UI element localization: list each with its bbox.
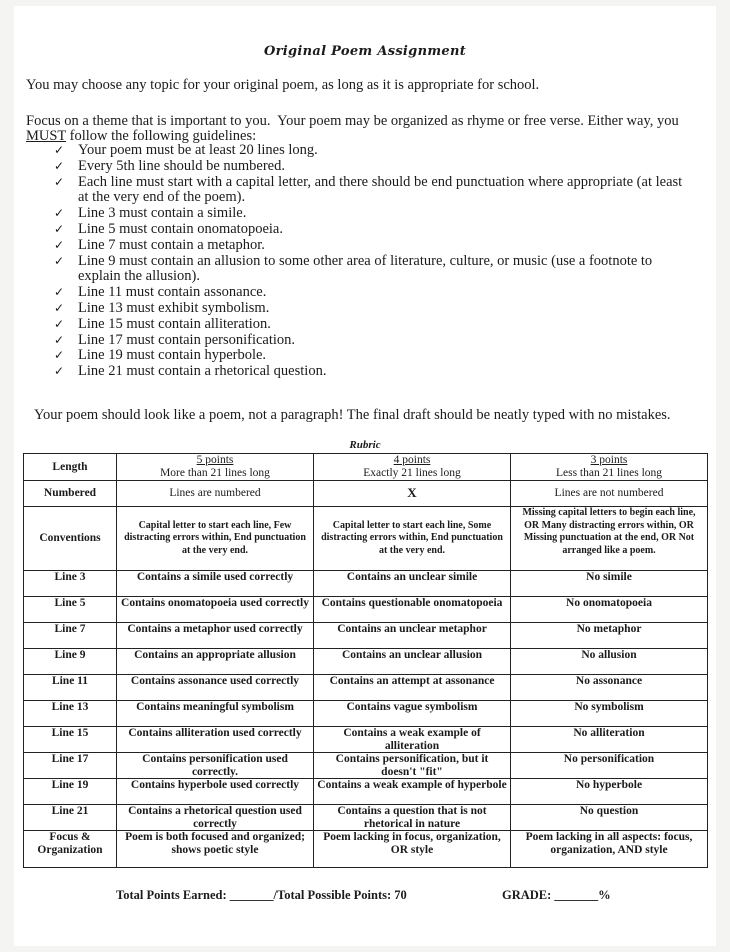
cell-5pt: Contains hyperbole used correctly xyxy=(117,779,314,805)
rubric-row-length xyxy=(24,454,708,481)
cell-5pt: Contains an appropriate allusion xyxy=(117,649,314,675)
focus-paragraph: Focus on a theme that is important to you. Your poem may be organized as rhyme or free verse. Either way, you MUST follow the following guidelines: xyxy=(26,113,679,144)
rubric-row-line xyxy=(24,623,708,649)
cell-4pt: X xyxy=(314,481,511,507)
checkmark-icon: ✓ xyxy=(54,348,65,363)
rubric-label: Rubric xyxy=(349,439,381,451)
checkmark-icon: ✓ xyxy=(54,285,65,300)
rubric-row-line xyxy=(24,571,708,597)
criterion-label: Line 17 xyxy=(24,753,117,779)
cell-4pt: Contains a weak example of alliteration xyxy=(314,727,511,753)
cell-5pt: Contains alliteration used correctly xyxy=(117,727,314,753)
checkmark-icon: ✓ xyxy=(54,174,65,189)
cell-3pt: Missing capital letters to begin each line, OR Many distracting errors within, OR Missing punctuation at the end, OR Not arranged like a poem. xyxy=(511,507,708,571)
cell-5pt: Contains a simile used correctly xyxy=(117,571,314,597)
criterion-label: Conventions xyxy=(24,507,117,571)
checkmark-icon: ✓ xyxy=(54,332,65,347)
checkmark-icon: ✓ xyxy=(54,300,65,315)
cell-5pt: Lines are numbered xyxy=(117,481,314,507)
cell-3pt: No simile xyxy=(511,571,708,597)
rubric-row-conventions xyxy=(24,507,708,571)
criterion-label: Line 3 xyxy=(24,571,117,597)
criterion-label: Line 15 xyxy=(24,727,117,753)
rubric-row-line xyxy=(24,675,708,701)
cell-3pt: Poem lacking in all aspects: focus, organization, AND style xyxy=(511,831,708,868)
rubric-row-line xyxy=(24,753,708,779)
cell-3pt: No symbolism xyxy=(511,701,708,727)
cell-5pt: Contains a rhetorical question used correctly xyxy=(117,805,314,831)
cell-4pt xyxy=(314,454,511,481)
cell-3pt: No alliteration xyxy=(511,727,708,753)
rubric-row-numbered xyxy=(24,481,708,507)
guideline-item xyxy=(54,317,694,333)
criterion-label: Line 19 xyxy=(24,779,117,805)
cell-4pt: Contains questionable onomatopoeia xyxy=(314,597,511,623)
guideline-text: Line 13 must exhibit symbolism. xyxy=(78,299,270,316)
guideline-text: Line 21 must contain a rhetorical question. xyxy=(78,363,327,380)
guideline-text: Line 5 must contain onomatopoeia. xyxy=(78,220,283,237)
guideline-text: Line 3 must contain a simile. xyxy=(78,205,247,222)
guideline-text: Each line must start with a capital letter, and there should be end punctuation where appropriate (at least at the very end of the poem). xyxy=(78,173,683,206)
checkmark-icon: ✓ xyxy=(54,253,65,268)
guideline-item xyxy=(54,222,694,238)
guideline-item xyxy=(54,206,694,222)
guideline-item xyxy=(54,143,694,159)
guideline-item xyxy=(54,333,694,349)
cell-5pt: Contains meaningful symbolism xyxy=(117,701,314,727)
cell-5pt xyxy=(117,454,314,481)
cell-text: Exactly 21 lines long xyxy=(363,466,461,479)
total-points-earned: Total Points Earned: _______/Total Possible Points: 70 xyxy=(116,888,407,902)
guideline-text: Line 11 must contain assonance. xyxy=(78,284,267,301)
rubric-row-line xyxy=(24,779,708,805)
intro-paragraph: You may choose any topic for your original poem, as long as it is appropriate for school. xyxy=(26,77,540,93)
guideline-item xyxy=(54,175,694,207)
guideline-item xyxy=(54,238,694,254)
checkmark-icon: ✓ xyxy=(54,237,65,252)
cell-4pt: Poem lacking in focus, organization, OR style xyxy=(314,831,511,868)
cell-3pt: No metaphor xyxy=(511,623,708,649)
cell-5pt: Contains onomatopoeia used correctly xyxy=(117,597,314,623)
cell-text: More than 21 lines long xyxy=(160,466,270,479)
closing-paragraph: Your poem should look like a poem, not a paragraph! The final draft should be neatly typed with no mistakes. xyxy=(34,407,671,423)
cell-4pt: Contains a weak example of hyperbole xyxy=(314,779,511,805)
cell-4pt: Contains a question that is not rhetorical in nature xyxy=(314,805,511,831)
rubric-row-line xyxy=(24,727,708,753)
cell-4pt: Contains an unclear allusion xyxy=(314,649,511,675)
guideline-item xyxy=(54,364,694,380)
cell-4pt: Contains an unclear metaphor xyxy=(314,623,511,649)
cell-5pt: Poem is both focused and organized; shows poetic style xyxy=(117,831,314,868)
guideline-item xyxy=(54,348,694,364)
rubric-row-focus xyxy=(24,831,708,868)
cell-3pt: No question xyxy=(511,805,708,831)
header-5pt: 5 points xyxy=(196,454,234,466)
guideline-text: Line 9 must contain an allusion to some other area of literature, culture, or music (use a footnote to explain the allusion). xyxy=(78,252,653,285)
checkmark-icon: ✓ xyxy=(54,143,65,157)
cell-5pt: Capital letter to start each line, Few distracting errors within, End punctuation at the very end. xyxy=(117,507,314,571)
criterion-label: Line 21 xyxy=(24,805,117,831)
criterion-label: Focus & Organization xyxy=(24,831,117,868)
cell-3pt: Lines are not numbered xyxy=(511,481,708,507)
cell-5pt: Contains a metaphor used correctly xyxy=(117,623,314,649)
criterion-label: Line 5 xyxy=(24,597,117,623)
checkmark-icon: ✓ xyxy=(54,206,65,221)
guideline-item xyxy=(54,301,694,317)
rubric-row-line xyxy=(24,805,708,831)
cell-5pt: Contains personification used correctly. xyxy=(117,753,314,779)
rubric-row-line xyxy=(24,649,708,675)
guideline-text: Line 7 must contain a metaphor. xyxy=(78,236,265,253)
criterion-label: Line 13 xyxy=(24,701,117,727)
header-4pt: 4 points xyxy=(393,454,431,466)
criterion-label: Line 11 xyxy=(24,675,117,701)
page-title: Original Poem Assignment xyxy=(263,44,466,59)
criterion-label: Line 9 xyxy=(24,649,117,675)
cell-4pt: Contains vague symbolism xyxy=(314,701,511,727)
cell-4pt: Contains personification, but it doesn't "fit" xyxy=(314,753,511,779)
cell-3pt: No personification xyxy=(511,753,708,779)
cell-4pt: Contains an unclear simile xyxy=(314,571,511,597)
cell-4pt: Capital letter to start each line, Some distracting errors within, End punctuation at the very end. xyxy=(314,507,511,571)
guideline-text: Line 17 must contain personification. xyxy=(78,331,296,348)
cell-3pt: No hyperbole xyxy=(511,779,708,805)
checkmark-icon: ✓ xyxy=(54,221,65,236)
guideline-text: Every 5th line should be numbered. xyxy=(78,157,285,174)
document-page xyxy=(14,6,716,946)
cell-3pt: No onomatopoeia xyxy=(511,597,708,623)
header-3pt: 3 points xyxy=(590,454,628,466)
cell-5pt: Contains assonance used correctly xyxy=(117,675,314,701)
rubric-row-line xyxy=(24,701,708,727)
checkmark-icon: ✓ xyxy=(54,316,65,331)
guideline-text: Line 19 must contain hyperbole. xyxy=(78,347,267,364)
cell-3pt xyxy=(511,454,708,481)
cell-3pt: No assonance xyxy=(511,675,708,701)
checkmark-icon: ✓ xyxy=(54,158,65,173)
grade-field: GRADE: _______% xyxy=(502,888,611,902)
checkmark-icon: ✓ xyxy=(54,364,65,379)
guideline-text: Your poem must be at least 20 lines long. xyxy=(78,142,318,158)
criterion-label: Numbered xyxy=(24,481,117,507)
guidelines-list xyxy=(54,143,694,380)
cell-3pt: No allusion xyxy=(511,649,708,675)
cell-text: Less than 21 lines long xyxy=(555,466,663,479)
rubric-row-line xyxy=(24,597,708,623)
criterion-label: Length xyxy=(24,454,117,481)
guideline-item xyxy=(54,254,694,286)
guideline-text: Line 15 must contain alliteration. xyxy=(78,315,271,332)
criterion-label: Line 7 xyxy=(24,623,117,649)
rubric-table xyxy=(23,453,708,868)
guideline-item xyxy=(54,159,694,175)
cell-4pt: Contains an attempt at assonance xyxy=(314,675,511,701)
guideline-item xyxy=(54,285,694,301)
